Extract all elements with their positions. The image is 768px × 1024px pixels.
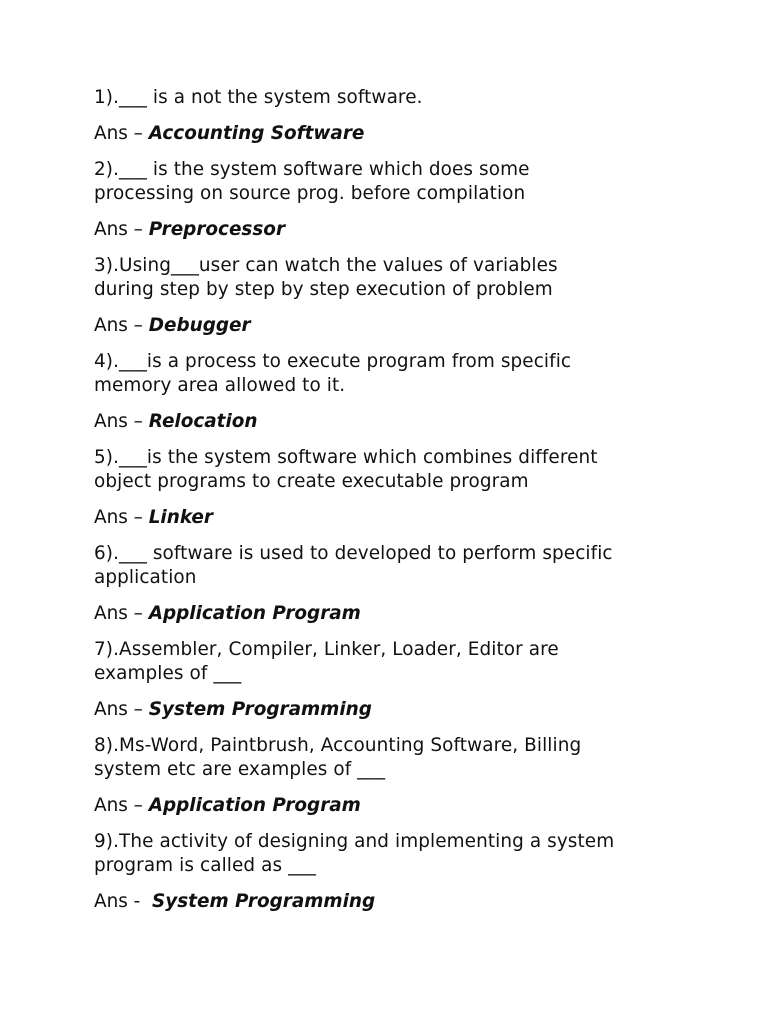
answer-value: System Programming	[152, 891, 376, 912]
question-line: 6).___ software is used to developed to perform specific	[94, 543, 613, 564]
question-1	[94, 86, 714, 110]
answer-label: Ans –	[94, 795, 149, 816]
answer-label: Ans –	[94, 219, 149, 240]
answer-value: Accounting Software	[148, 123, 365, 144]
answer-8	[94, 794, 714, 818]
answer-1	[94, 122, 714, 146]
answer-5	[94, 506, 714, 530]
question-line: 2).___ is the system software which does some	[94, 159, 530, 180]
answer-value: Relocation	[148, 411, 258, 432]
question-line: memory area allowed to it.	[94, 375, 346, 396]
question-line: 7).Assembler, Compiler, Linker, Loader, Editor are	[94, 639, 559, 660]
question-line: 5).___is the system software which combines different	[94, 447, 598, 468]
answer-6	[94, 602, 714, 626]
qa-item-2	[94, 158, 714, 254]
question-line: during step by step by step execution of problem	[94, 279, 553, 300]
question-6	[94, 542, 714, 590]
qa-item-3	[94, 254, 714, 350]
question-line: examples of ___	[94, 663, 242, 684]
answer-label: Ans –	[94, 699, 149, 720]
qa-item-5	[94, 446, 714, 542]
question-line: 4).___is a process to execute program from specific	[94, 351, 572, 372]
answer-label: Ans –	[94, 315, 149, 336]
question-5	[94, 446, 714, 494]
qa-item-9	[94, 830, 714, 914]
answer-value: Application Program	[148, 603, 361, 624]
question-line: program is called as ___	[94, 855, 317, 876]
answer-value: Preprocessor	[148, 219, 286, 240]
question-line: object programs to create executable program	[94, 471, 529, 492]
answer-label: Ans –	[94, 123, 149, 144]
answer-3	[94, 314, 714, 338]
question-7	[94, 638, 714, 686]
qa-item-8	[94, 734, 714, 830]
answer-label: Ans –	[94, 507, 149, 528]
answer-label: Ans -	[94, 891, 152, 912]
answer-7	[94, 698, 714, 722]
question-4	[94, 350, 714, 398]
answer-value: System Programming	[148, 699, 372, 720]
question-9	[94, 830, 714, 878]
question-line: system etc are examples of ___	[94, 759, 386, 780]
answer-value: Application Program	[148, 795, 361, 816]
answer-9	[94, 890, 714, 914]
answer-label: Ans –	[94, 603, 149, 624]
document-page	[94, 86, 714, 914]
qa-item-7	[94, 638, 714, 734]
question-line: application	[94, 567, 197, 588]
qa-item-4	[94, 350, 714, 446]
question-3	[94, 254, 714, 302]
answer-value: Linker	[148, 507, 213, 528]
qa-item-6	[94, 542, 714, 638]
answer-label: Ans –	[94, 411, 149, 432]
question-line: processing on source prog. before compilation	[94, 183, 526, 204]
question-line: 3).Using___user can watch the values of variables	[94, 255, 558, 276]
question-8	[94, 734, 714, 782]
qa-item-1	[94, 86, 714, 158]
question-line: 9).The activity of designing and implementing a system	[94, 831, 615, 852]
question-line: 8).Ms-Word, Paintbrush, Accounting Software, Billing	[94, 735, 582, 756]
question-2	[94, 158, 714, 206]
answer-value: Debugger	[148, 315, 251, 336]
question-line: 1).___ is a not the system software.	[94, 87, 423, 108]
answer-2	[94, 218, 714, 242]
answer-4	[94, 410, 714, 434]
